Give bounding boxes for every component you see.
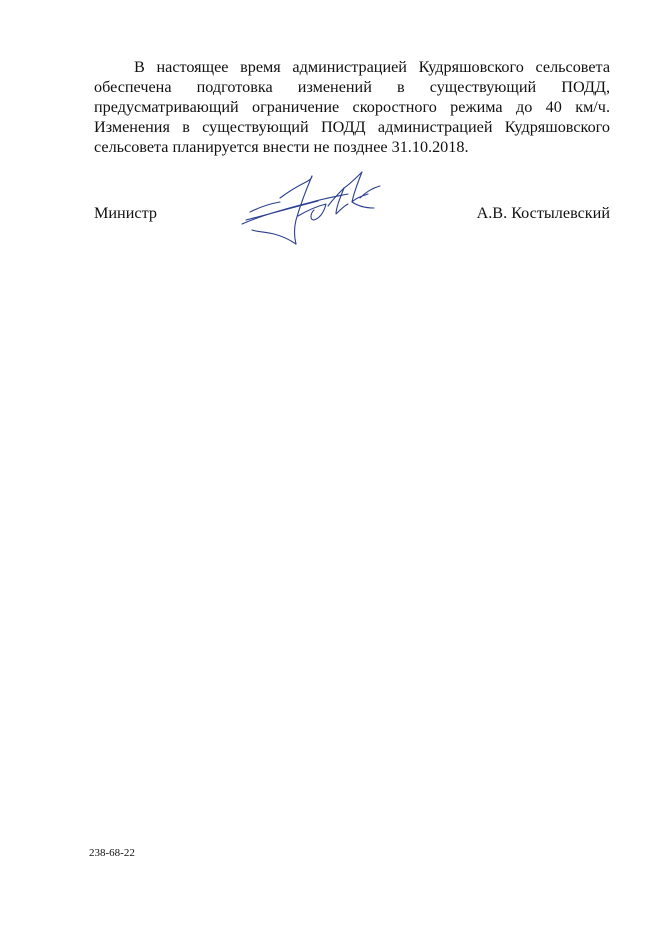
handwritten-signature [240,168,390,250]
main-paragraph [94,57,610,157]
paragraph-line-1: В настоящее время администрацией Кудряшовского сельсовета [134,58,610,76]
signer-position: Министр [94,204,157,222]
paragraph-line-2: обеспечена подготовка изменений в существующий ПОДД, [94,78,610,96]
paragraph-line-5: сельсовета планируется внести не позднее 31.10.2018. [94,138,469,156]
signer-name: А.В. Костылевский [476,204,610,222]
paragraph-line-3: предусматривающий ограничение скоростного режима до 40 км/ч. [94,98,610,116]
footer-phone-number: 238-68-22 [89,847,135,859]
paragraph-line-4: Изменения в существующий ПОДД администрацией Кудряшовского [94,118,610,136]
